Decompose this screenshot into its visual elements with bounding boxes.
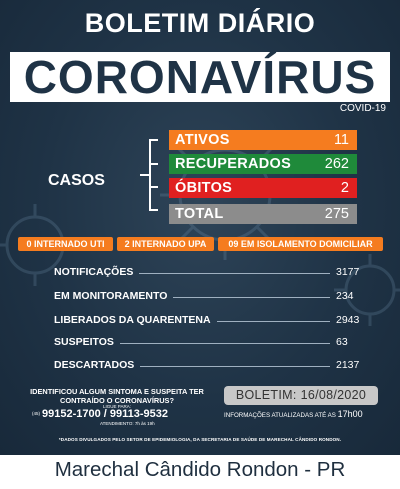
city-name: Marechal Cândido Rondon - PR [54,458,346,481]
contact-hours: ATENDIMENTO: 7h às 19h [100,421,155,426]
stat-total [169,204,357,224]
bulletin-label: BOLETIM: [235,388,297,402]
stat-obitos-value: 2 [340,180,349,196]
updated-info [224,409,384,419]
leader-line [140,366,330,367]
covid-tag: COVID-19 [339,103,386,114]
monitoring-value: 2137 [336,359,360,371]
isolamento-badge: 09 EM ISOLAMENTO DOMICILIAR [218,237,383,251]
monitoring-label: DESCARTADOS [54,359,135,371]
updated-label: INFORMAÇÕES ATUALIZADAS ATÉ AS [224,412,336,419]
stat-recuperados-label: RECUPERADOS [175,156,292,172]
monitoring-label: SUSPEITOS [54,336,114,348]
leader-line [173,297,330,298]
updated-hour: 17h00 [337,409,363,419]
uti-badge: 0 INTERNADO UTI [18,237,113,251]
monitoring-row [54,334,374,348]
cases-label: CASOS [48,172,105,189]
stat-total-label: TOTAL [175,206,224,222]
monitoring-row [54,264,374,278]
monitoring-value: 3177 [336,266,360,278]
contact-ligue: LIGUE PARA: [103,404,131,409]
monitoring-value: 234 [336,290,354,302]
monitoring-label: EM MONITORAMENTO [54,290,168,302]
upa-badge: 2 INTERNADO UPA [117,237,214,251]
footnote: *DADOS DIVULGADOS PELO SETOR DE EPIDEMIOLOGIA, DA SECRETARIA DE SAÚDE DE MARECHAL CÂNDIDO RONDON. [58,437,342,442]
monitoring-label: LIBERADOS DA QUARENTENA [54,314,211,326]
stat-recuperados-value: 262 [324,156,349,172]
monitoring-value: 63 [336,336,348,348]
contact-question: IDENTIFICOU ALGUM SINTOMA E SUSPEITA TER CONTRAÍDO O CORONAVÍRUS? [30,387,204,405]
monitoring-label: NOTIFICAÇÕES [54,266,134,278]
leader-line [120,343,330,344]
stat-ativos-value: 11 [333,132,349,148]
phone-prefix: (45) [32,411,41,416]
contact-phones: 99152-1700 / 99113-9532 [42,408,169,420]
bulletin-date-box [224,386,378,405]
stat-ativos [169,130,357,150]
monitoring-row [54,288,374,302]
monitoring-row [54,357,374,371]
bracket-icon [138,130,170,220]
leader-line [217,321,330,322]
stat-ativos-label: ATIVOS [175,132,230,148]
stat-total-value: 275 [324,206,349,222]
page-title: BOLETIM DIÁRIO [84,8,316,38]
bulletin-date: 16/08/2020 [300,388,367,402]
headline: CORONAVÍRUS [10,52,390,102]
stat-obitos [169,178,357,198]
stat-obitos-label: ÓBITOS [175,180,233,196]
monitoring-value: 2943 [336,314,360,326]
monitoring-row [54,312,374,326]
stat-recuperados [169,154,357,174]
leader-line [139,273,330,274]
